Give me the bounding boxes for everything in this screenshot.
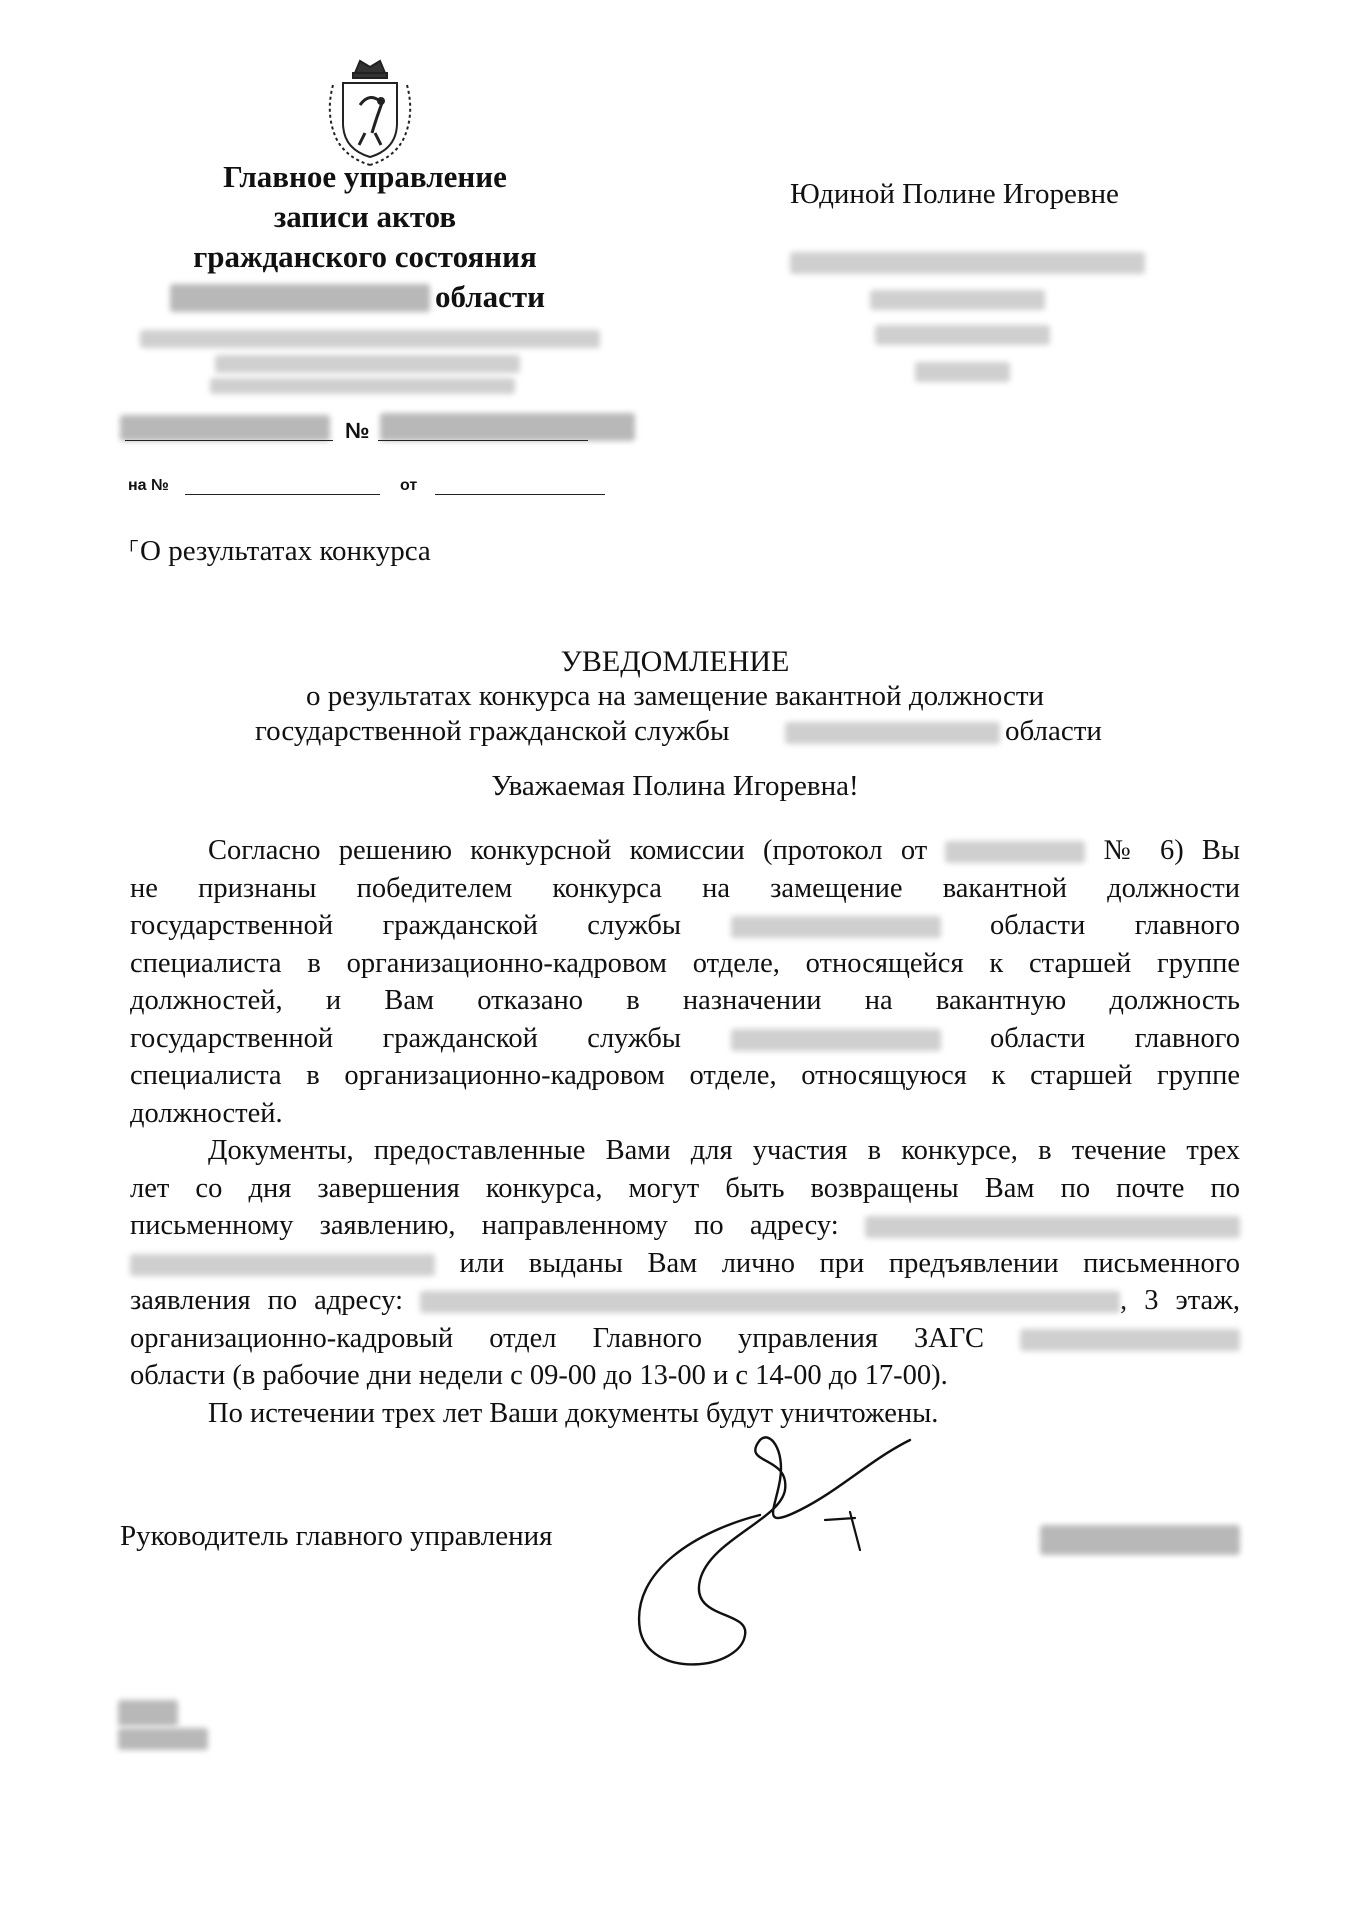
redacted-addressee-address-2 [870,290,1045,310]
body-line: должностей. [130,1097,283,1129]
redacted-address [420,1291,1120,1313]
number-label: № [345,418,370,443]
notice-subtitle-line-1: о результатах конкурса на замещение вакантной должности [305,680,1045,712]
redacted-address [130,1254,435,1276]
body-line: По истечении трех лет Ваши документы будут уничтожены. [208,1397,939,1429]
body-line: не признаны победителем конкурса на замещение вакантной должности [130,872,1240,904]
coat-of-arms-emblem [315,55,425,170]
body-text: , 3 этаж, [1120,1285,1240,1316]
body-line [130,1207,1240,1245]
body-line [130,1020,1240,1058]
redacted-address-line-1 [140,330,600,348]
redacted-address [865,1216,1240,1238]
org-name-line-1: Главное управление [223,159,507,194]
org-name-line-3: гражданского состояния [193,239,537,274]
signatory-role: Руководитель главного управления [120,1520,553,1552]
org-name-line-2: записи актов [273,199,457,234]
org-name-line-4: области [435,279,545,314]
body-line: Документы, предоставленные Вами для участия в конкурсе, в течение трех [208,1135,1240,1166]
ref-number-label: на № [128,477,169,494]
redacted-signatory-name [1040,1525,1240,1555]
body-text: области главного [989,1022,1241,1054]
body-text: организационно-кадровый отдел Главного управления ЗАГС [130,1322,984,1354]
redacted-region [1020,1329,1240,1351]
redacted-executor-name [118,1700,178,1726]
body-text: заявления по адресу: [130,1285,403,1316]
body-text: № 6) Вы [1103,835,1241,866]
body-line [130,1245,1240,1283]
body-text: государственной гражданской службы [130,1022,682,1054]
redacted-executor-phone [118,1728,208,1750]
body-line: области (в рабочие дни недели с 09-00 до 13-00 и с 14-00 до 17-00). [130,1360,948,1391]
body-line [130,907,1240,945]
notice-subtitle-line-2-prefix: государственной гражданской службы [255,715,730,747]
greeting: Уважаемая Полина Игоревна! [491,770,859,802]
redacted-region-subtitle [785,722,1000,744]
body-text: письменному заявлению, направленному по адресу: [130,1210,839,1241]
redacted-outgoing-date [120,415,330,441]
body-text: государственной гражданской службы [130,910,682,941]
body-line [130,1282,1240,1320]
redacted-addressee-address-1 [790,252,1145,274]
handwritten-signature [610,1420,920,1690]
redacted-address-line-2 [215,355,520,373]
letter-body [130,832,1240,1432]
notice-subtitle-line-2-suffix: области [1005,715,1102,747]
notice-title: УВЕДОМЛЕНИЕ [560,645,790,678]
redacted-addressee-address-3 [875,325,1050,345]
redacted-outgoing-number [380,413,635,441]
body-line: должностей, и Вам отказано в назначении на вакантную должность [130,985,1240,1016]
redacted-protocol-date [945,841,1085,863]
redacted-region [731,916,941,938]
body-text: области главного [989,910,1241,941]
addressee-name: Юдиной Полине Игоревне [790,178,1119,210]
body-line: специалиста в организационно-кадровом отделе, относящуюся к старшей группе [130,1060,1240,1091]
ref-from-label: от [400,477,418,494]
subject-text: О результатах конкурса [140,535,431,567]
body-text: или выданы Вам лично при предъявлении письменного [459,1247,1240,1279]
redacted-region [731,1029,941,1051]
redacted-addressee-address-4 [915,362,1010,382]
body-line: специалиста в организационно-кадровом отделе, относящейся к старшей группе [130,947,1240,979]
body-text: Согласно решению конкурсной комиссии (протокол от [208,835,928,866]
subject-corner-mark: ┌ [125,530,138,550]
body-line [130,832,1240,870]
redacted-region-name [170,284,430,312]
body-line: лет со дня завершения конкурса, могут быть возвращены Вам по почте по [130,1172,1240,1204]
redacted-address-line-3 [210,378,515,394]
body-line [130,1320,1240,1358]
